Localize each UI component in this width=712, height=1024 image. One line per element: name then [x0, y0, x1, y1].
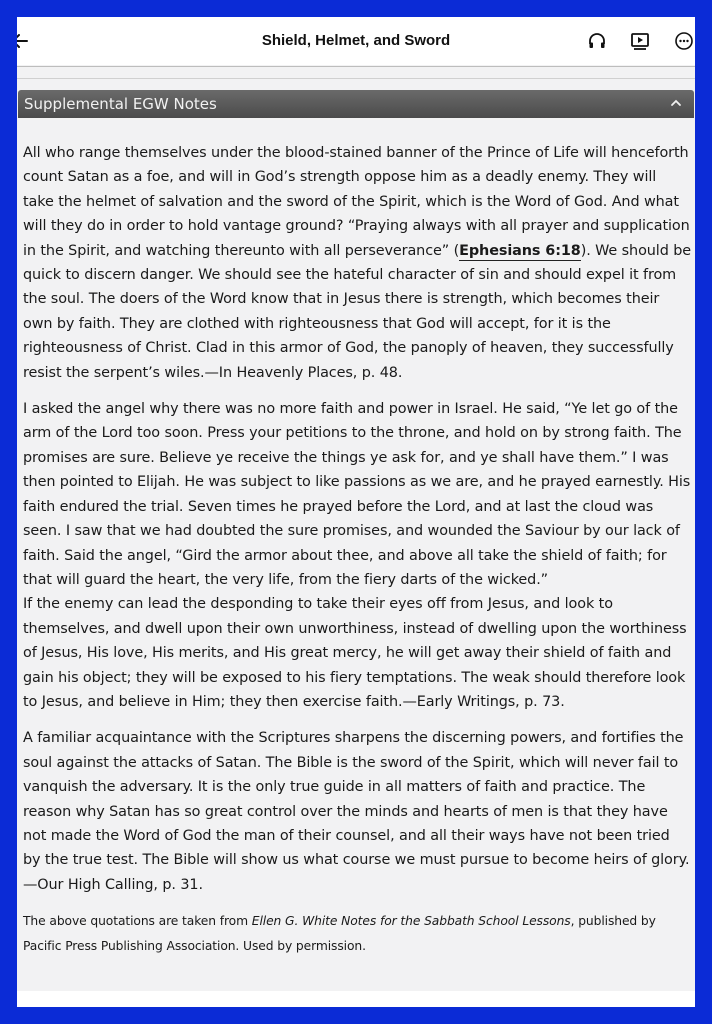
notes-content: [23, 141, 691, 971]
page-title: Shield, Helmet, and Sword: [261, 32, 451, 49]
paragraph-text: All who range themselves under the blood-stained banner of the Prince of Life will henceforth count Satan as a foe, and will in God’s strength oppose him as a deadly enemy. They will take the helmet of salvation and the sword of the Spirit, which is the Word of God. And what will they do in order to hold vantage ground? “Praying always with all prayer and supplication in the Spirit, and watching thereunto with all perseverance” (: [23, 145, 690, 259]
paragraph-3: A familiar acquaintance with the Scriptures sharpens the discerning powers, and fortifies the soul against the attacks of Satan. The Bible is the sword of the Spirit, which will never fail to vanquish the adversary. It is the only true guide in all matters of faith and practice. The reason why Satan has so great control over the minds and hearts of men is that they have not made the Word of God the man of their counsel, and all their ways have not been tried by the true test. The Bible will show us what course we must pursue to become heirs of glory.—Our High Calling, p. 31.: [23, 730, 690, 893]
header-divider-secondary: [17, 78, 695, 79]
section-title: Supplemental EGW Notes: [24, 95, 217, 113]
more-options-icon[interactable]: [673, 30, 695, 52]
bottom-strip: [17, 991, 695, 1007]
scripture-reference-link[interactable]: Ephesians 6:18: [459, 242, 581, 259]
section-header[interactable]: [18, 90, 694, 118]
top-bar: [17, 17, 695, 65]
footnote-text: , published by Pacific Press Publishing Association. Used by permission.: [23, 914, 656, 954]
book-title: Ellen G. White Notes for the Sabbath School Lessons: [251, 914, 571, 929]
attribution-footnote: [23, 909, 691, 959]
chevron-up-icon[interactable]: [668, 95, 684, 111]
footnote-text: The above quotations are taken from: [23, 914, 252, 929]
paragraph-text: ). We should be quick to discern danger. We should see the hateful character of sin and should expel it from the soul. The doers of the Word know that in Jesus there is strength, which becomes their own by faith. They are clothed with righteousness that God will accept, for it is the righteousness of Christ. Clad in this armor of God, the panoply of heaven, they successfully resist the serpent’s wiles.—In Heavenly Places, p. 48.: [23, 242, 692, 381]
header-divider: [17, 66, 695, 67]
paragraph-text: If the enemy can lead the desponding to take their eyes off from Jesus, and look to themselves, and dwell upon their own unworthiness, instead of dwelling upon the worthiness of Jesus, His love, His merits, and His great mercy, he will get away their shield of faith and gain his object; they will be exposed to his fiery temptations. The weak should therefore look to Jesus, and believe in Him; they then exercise faith.—Early Writings, p. 73.: [23, 596, 687, 710]
app-frame: [17, 17, 695, 1007]
play-video-icon[interactable]: [629, 30, 651, 52]
paragraph-2: [23, 397, 691, 714]
headphones-icon[interactable]: [586, 30, 608, 52]
paragraph-1: [23, 141, 691, 385]
paragraph-text: I asked the angel why there was no more faith and power in Israel. He said, “Ye let go of the arm of the Lord too soon. Press your petitions to the throne, and hold on by strong faith. The promises are sure. Believe ye receive the things ye ask for, and ye shall have them.” I was then pointed to Elijah. He was subject to like passions as we are, and he prayed earnestly. His faith endured the trial. Seven times he prayed before the Lord, and at last the cloud was seen. I saw that we had doubted the sure promises, and wounded the Saviour by our lack of faith. Said the angel, “Gird the armor about thee, and above all take the shield of faith; for that will guard the heart, the very life, from the fiery darts of the wicked.”: [23, 401, 691, 588]
